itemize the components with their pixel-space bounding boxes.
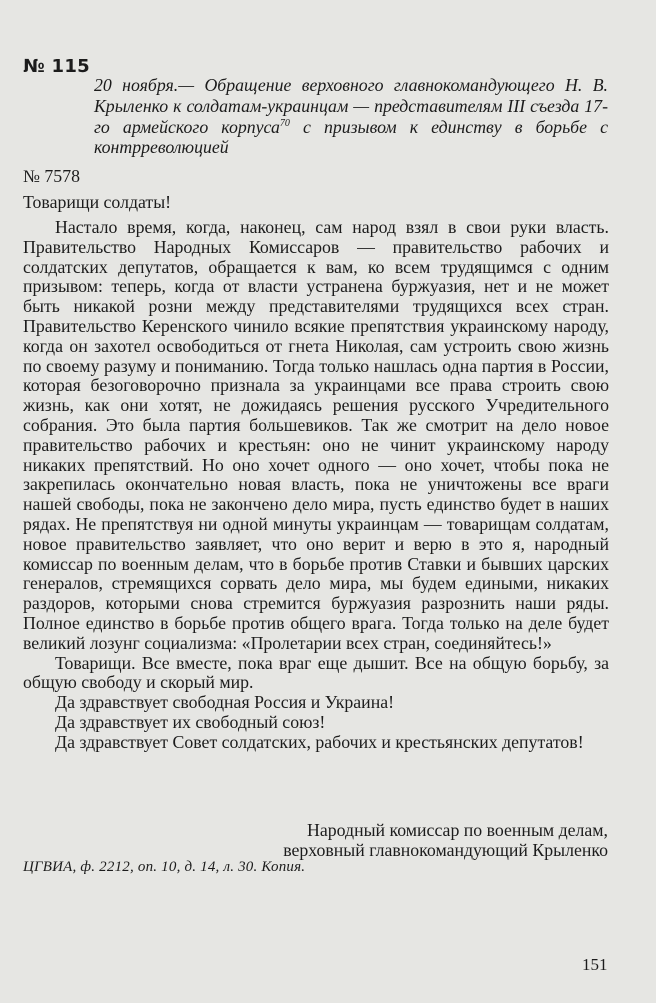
body-paragraph: Да здравствует Совет солдатских, рабочих и крестьянских депутатов! [55, 731, 584, 752]
document-heading [94, 75, 608, 158]
registration-number: № 7578 [23, 166, 80, 186]
signature-title: Народный комиссар по военным делам, [307, 820, 608, 840]
heading-main-text: 20 ноября.— Обращение верховного главнокомандующего Н. В. Крыленко к солдатам-украинцам — представителям III съезда 17-го армейского корпуса [94, 75, 608, 137]
signature-block [23, 820, 608, 860]
document-body [23, 218, 609, 753]
salutation: Товарищи солдаты! [23, 192, 172, 212]
page-number: 151 [582, 955, 608, 974]
body-paragraph: Товарищи. Все вместе, пока враг еще дышит. Все на общую борьбу, за общую свободу и скорый мир. [23, 652, 609, 693]
heading-footnote-marker: 70 [279, 117, 290, 129]
body-paragraph: Да здравствует их свободный союз! [55, 711, 326, 732]
signature-name: верховный главнокомандующий Крыленко [283, 840, 608, 860]
body-paragraph: Да здравствует свободная Россия и Украина! [55, 692, 395, 713]
document-number: № 115 [23, 56, 90, 77]
archive-source: ЦГВИА, ф. 2212, оп. 10, д. 14, л. 30. Копия. [23, 859, 306, 875]
heading-tail-text: с призывом к единству в борьбе с контрреволюцией [94, 116, 608, 158]
body-paragraph: Настало время, когда, наконец, сам народ взял в свои руки власть. Правительство Народных Комиссаров — правительство рабочих и солдатских депутатов, обращается к вам, ко всем трудящимся с одним призывом: теперь, когда от власти устранена буржуазия, нет и не может быть никакой розни между представителями трудящихся всех стран. Правительство Керенского чинило всякие препятствия украинскому народу, когда он захотел освободиться от гнета Николая, сам устроить свою жизнь по своему разуму и пониманию. Тогда только нашлась одна партия в России, которая безоговорочно признала за украинцами все права строить свою жизнь, как они хотят, не дожидаясь решения русского Учредительного собрания. Это была партия большевиков. Так же смотрит на дело новое правительство рабочих и крестьян: оно не чинит украинскому народу никаких препятствий. Но оно хочет одного — оно хочет, чтобы пока не закрепилась окончательно новая власть, пока не уничтожены все враги нашей свободы, пока не закончено дело мира, пусть единство будет в наших рядах. Не препятствуя ни одной минуты украинцам — товарищам солдатам, новое правительство заявляет, что оно верит и верю в это я, народный комиссар по военным делам, что в борьбе против Ставки и бывших царских генералов, стремящихся сорвать дело мира, мы будем едиными, никаких раздоров, которыми снова стремится буржуазия разрознить наши ряды. Полное единство в борьбе против общего врага. Тогда только на деле будет великий лозунг социализма: «Пролетарии всех стран, соединяйтесь!» [23, 217, 609, 653]
